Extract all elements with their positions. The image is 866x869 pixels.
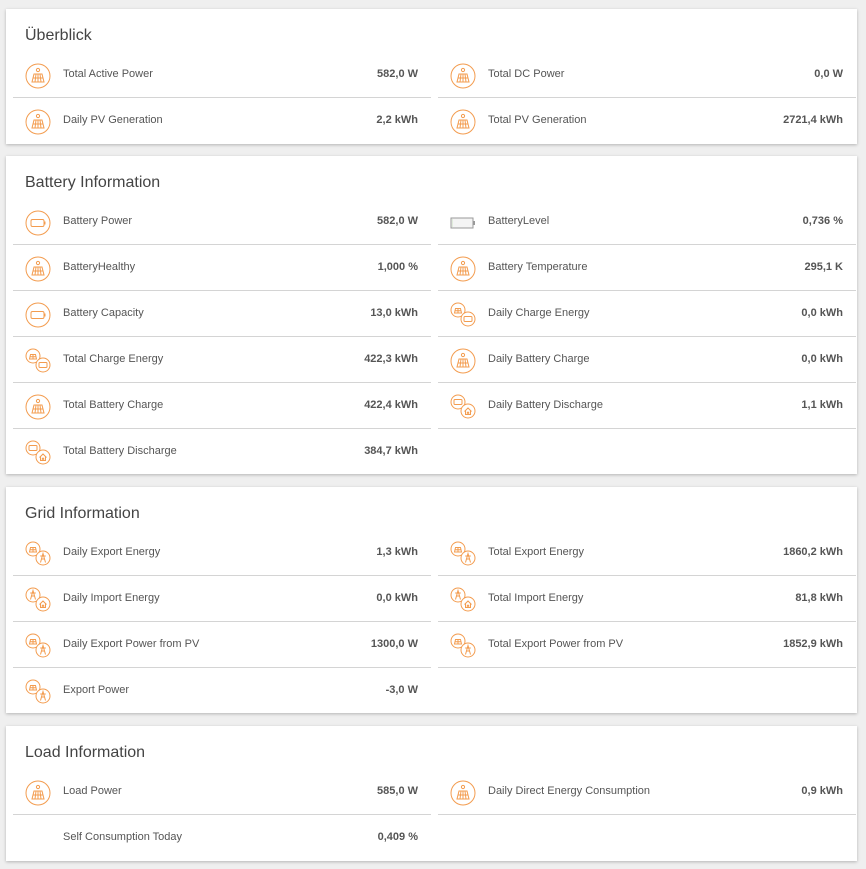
overview-card <box>6 9 857 144</box>
state-value: 0,0 kWh <box>376 592 418 604</box>
state-label: Self Consumption Today <box>63 831 183 843</box>
battery-to-home-icon <box>25 440 51 466</box>
state-row[interactable] <box>13 669 431 714</box>
state-value: 1300,0 W <box>370 638 418 650</box>
state-label: Total Export Power from PV <box>488 638 624 650</box>
solar-panel-icon <box>25 256 51 282</box>
grid-to-home-icon <box>25 587 51 613</box>
grid-card <box>6 487 857 713</box>
solar-to-grid-icon <box>450 633 476 659</box>
state-label: Total Battery Charge <box>63 399 164 411</box>
solar-panel-icon <box>25 394 51 420</box>
state-row[interactable] <box>13 623 431 668</box>
state-label: Daily Import Energy <box>63 592 160 604</box>
card-title: Battery Information <box>25 174 161 191</box>
state-value: 0,0 kWh <box>801 353 843 365</box>
state-row[interactable] <box>13 292 431 337</box>
state-label: Daily Export Energy <box>63 546 161 558</box>
solar-to-grid-icon <box>450 541 476 567</box>
state-value: 585,0 W <box>377 785 418 797</box>
state-value: -3,0 W <box>385 684 418 696</box>
state-value: 582,0 W <box>377 68 418 80</box>
state-row[interactable] <box>13 770 431 815</box>
card-title: Grid Information <box>25 505 140 522</box>
state-label: Battery Power <box>63 215 133 227</box>
grid-to-home-icon <box>450 587 476 613</box>
battery-icon <box>25 210 51 236</box>
state-row[interactable] <box>438 770 856 815</box>
state-label: BatteryHealthy <box>63 261 136 273</box>
state-value: 582,0 W <box>377 215 418 227</box>
battery-to-home-icon <box>450 394 476 420</box>
state-label: Load Power <box>63 785 122 797</box>
state-row[interactable] <box>13 53 431 98</box>
state-label: Daily Battery Discharge <box>488 399 603 411</box>
state-label: Daily PV Generation <box>63 114 163 126</box>
state-label: BatteryLevel <box>488 215 550 227</box>
state-label: Export Power <box>63 684 130 696</box>
state-label: Total Charge Energy <box>63 353 164 365</box>
state-label: Total DC Power <box>488 68 565 80</box>
state-row[interactable] <box>438 53 856 98</box>
state-row[interactable] <box>13 816 431 861</box>
battery-level-icon <box>450 210 476 236</box>
state-value: 384,7 kWh <box>364 445 418 457</box>
load-card <box>6 726 857 861</box>
solar-panel-icon <box>25 109 51 135</box>
state-label: Total Import Energy <box>488 592 584 604</box>
solar-panel-icon <box>450 348 476 374</box>
state-label: Total PV Generation <box>488 114 587 126</box>
state-label: Total Export Energy <box>488 546 584 558</box>
solar-panel-icon <box>450 256 476 282</box>
state-value: 81,8 kWh <box>795 592 843 604</box>
state-value: 2,2 kWh <box>376 114 418 126</box>
solar-to-grid-icon <box>25 541 51 567</box>
state-value: 0,0 kWh <box>801 307 843 319</box>
state-label: Daily Export Power from PV <box>63 638 200 650</box>
solar-panel-icon <box>450 780 476 806</box>
state-value: 1,3 kWh <box>376 546 418 558</box>
solar-to-battery-icon <box>450 302 476 328</box>
state-row[interactable] <box>13 384 431 429</box>
state-row[interactable] <box>13 577 431 622</box>
solar-panel-icon <box>450 63 476 89</box>
state-label: Total Active Power <box>63 68 153 80</box>
state-row[interactable] <box>438 200 856 245</box>
state-row[interactable] <box>438 338 856 383</box>
state-value: 295,1 K <box>804 261 843 273</box>
state-value: 0,9 kWh <box>801 785 843 797</box>
state-value: 0,409 % <box>377 831 418 843</box>
card-title: Load Information <box>25 744 146 761</box>
solar-panel-icon <box>25 63 51 89</box>
state-label: Daily Battery Charge <box>488 353 590 365</box>
state-row[interactable] <box>438 292 856 337</box>
state-label: Battery Capacity <box>63 307 144 319</box>
state-row[interactable] <box>13 99 431 144</box>
state-value: 0,736 % <box>802 215 843 227</box>
state-row[interactable] <box>13 531 431 576</box>
state-value: 0,0 W <box>814 68 843 80</box>
solar-panel-icon <box>25 780 51 806</box>
state-value: 13,0 kWh <box>370 307 418 319</box>
state-label: Total Battery Discharge <box>63 445 177 457</box>
state-value: 1860,2 kWh <box>783 546 843 558</box>
state-label: Daily Direct Energy Consumption <box>488 785 651 797</box>
state-value: 1852,9 kWh <box>783 638 843 650</box>
state-label: Daily Charge Energy <box>488 307 590 319</box>
state-row[interactable] <box>13 430 431 475</box>
state-value: 422,3 kWh <box>364 353 418 365</box>
solar-to-grid-icon <box>25 679 51 705</box>
state-row[interactable] <box>13 338 431 383</box>
battery-card <box>6 156 857 474</box>
solar-panel-icon <box>450 109 476 135</box>
state-row[interactable] <box>13 200 431 245</box>
state-row[interactable] <box>438 623 856 668</box>
state-row[interactable] <box>438 246 856 291</box>
state-value: 2721,4 kWh <box>783 114 843 126</box>
battery-icon <box>25 302 51 328</box>
state-row[interactable] <box>438 99 856 144</box>
state-value: 1,000 % <box>377 261 418 273</box>
state-label: Battery Temperature <box>488 261 588 273</box>
solar-to-battery-icon <box>25 348 51 374</box>
state-row[interactable] <box>438 577 856 622</box>
state-value: 1,1 kWh <box>801 399 843 411</box>
state-row[interactable] <box>438 384 856 429</box>
solar-to-grid-icon <box>25 633 51 659</box>
card-title: Überblick <box>25 27 92 44</box>
state-row[interactable] <box>13 246 431 291</box>
state-value: 422,4 kWh <box>364 399 418 411</box>
state-row[interactable] <box>438 531 856 576</box>
